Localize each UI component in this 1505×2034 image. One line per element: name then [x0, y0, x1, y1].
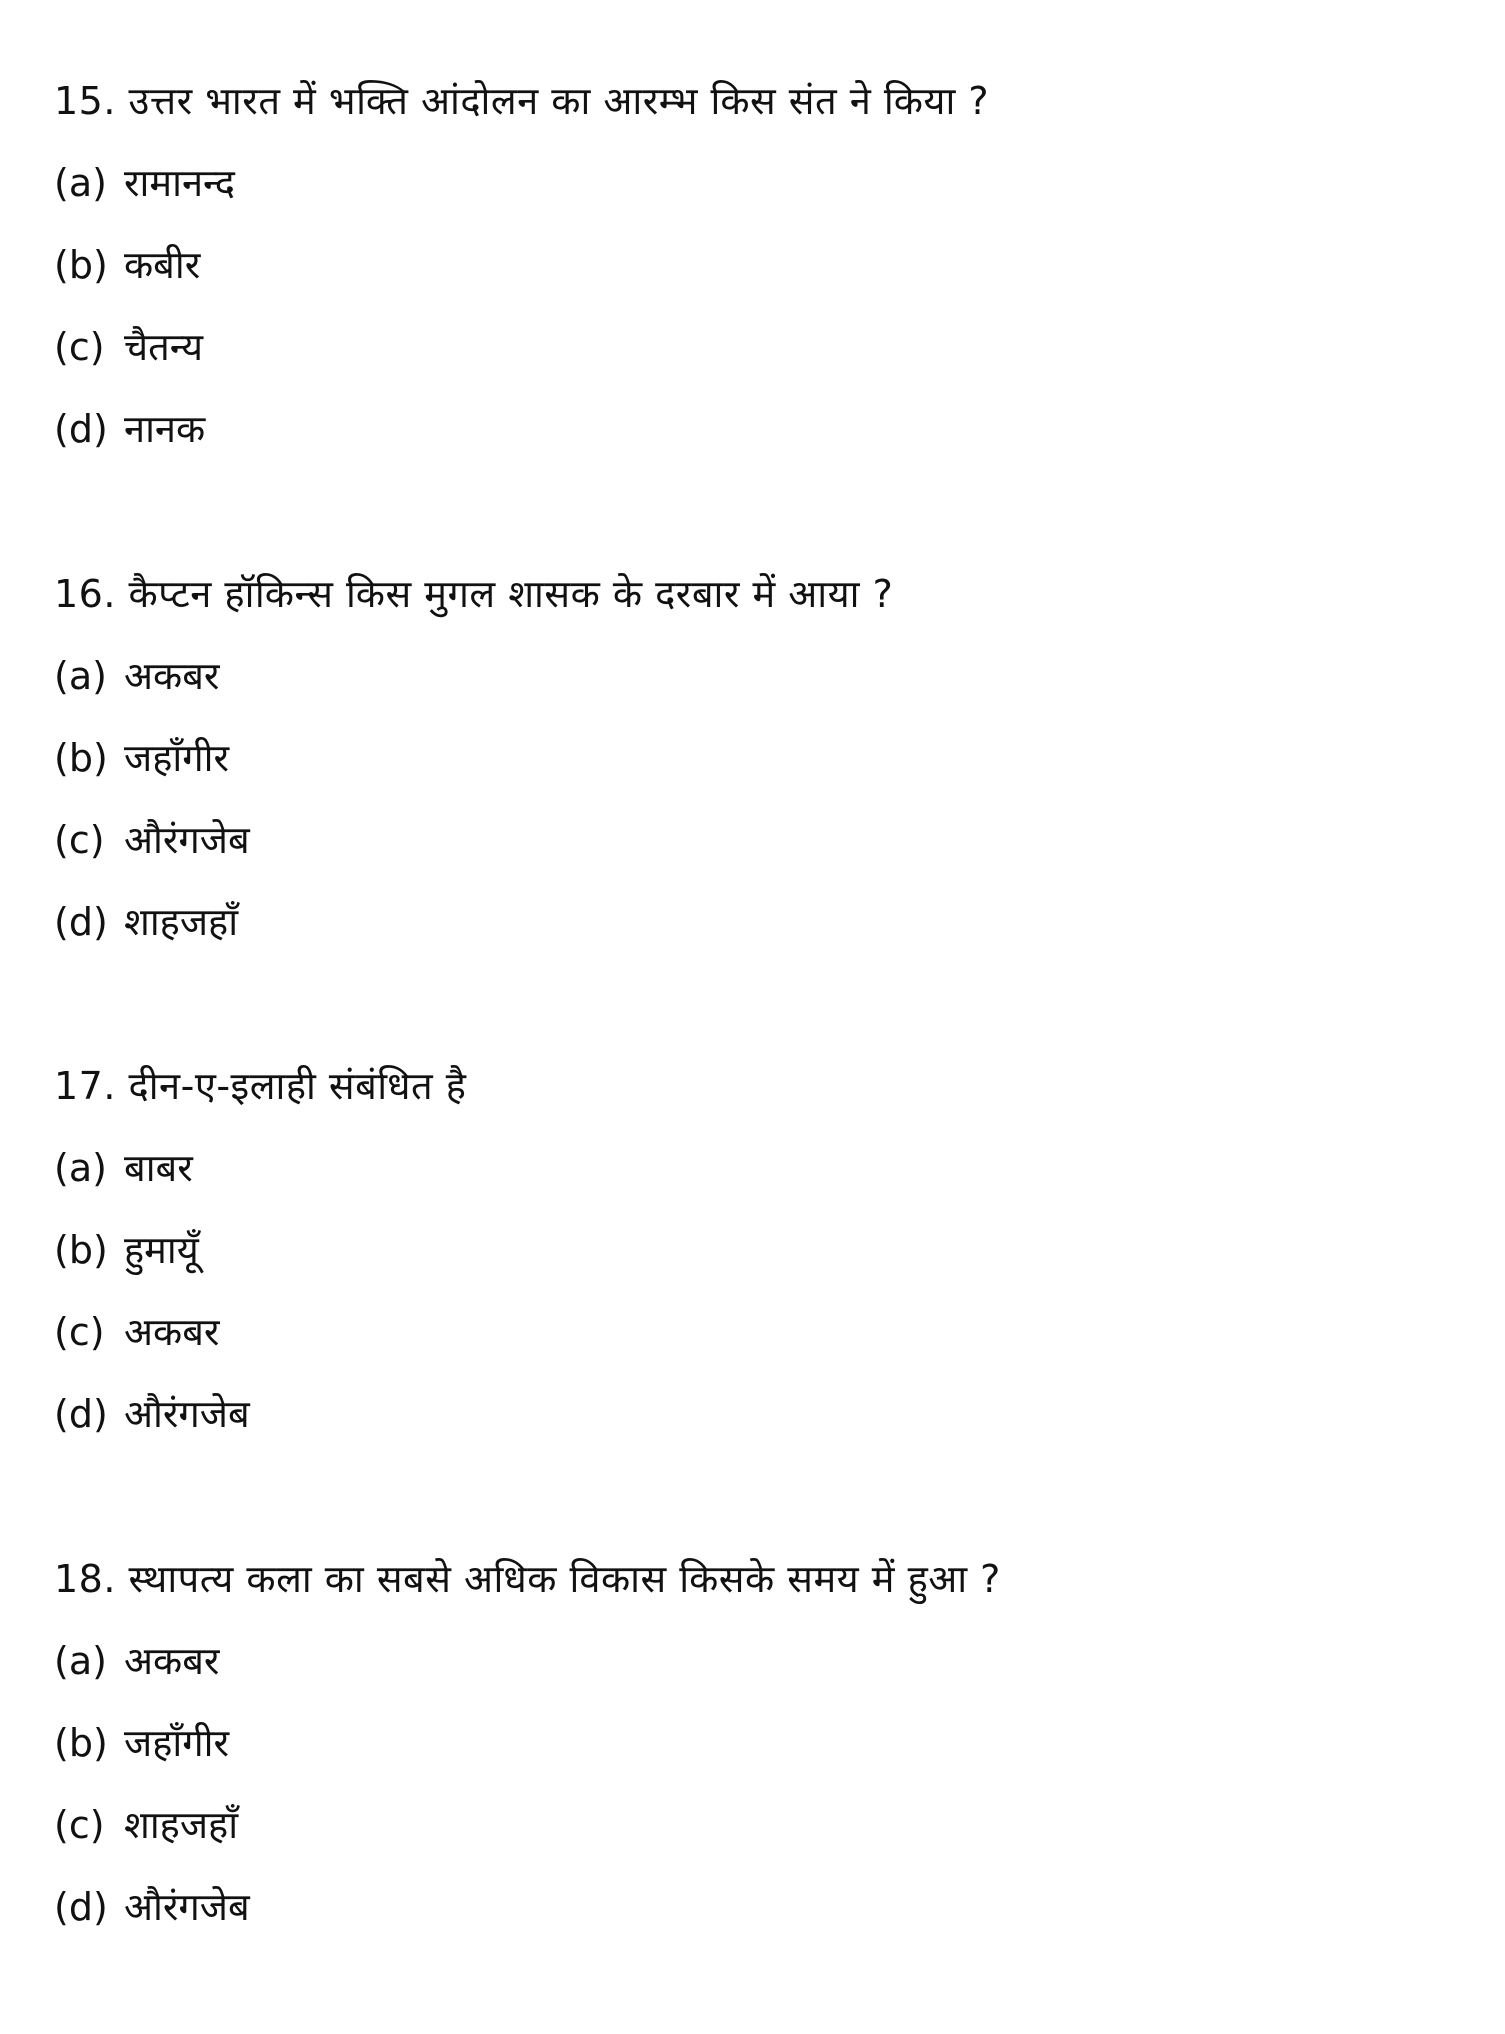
option-marker: (d): [54, 900, 108, 944]
option-text: कबीर: [124, 243, 201, 287]
question-15: [54, 60, 1454, 470]
option-text: जहाँगीर: [124, 736, 229, 780]
question-text: 15. उत्तर भारत में भक्ति आंदोलन का आरम्भ किस संत ने किया ?: [54, 79, 990, 123]
option-text: शाहजहाँ: [124, 900, 239, 944]
option-a: [54, 1620, 1454, 1702]
option-text: नानक: [124, 407, 206, 451]
option-d: [54, 1866, 1454, 1948]
option-marker: (b): [54, 1228, 108, 1272]
option-a: [54, 635, 1454, 717]
option-text: बाबर: [124, 1146, 193, 1190]
option-marker: (a): [54, 1146, 107, 1190]
option-d: [54, 1373, 1454, 1455]
option-marker: (a): [54, 161, 107, 205]
option-text: औरंगजेब: [124, 1885, 250, 1929]
option-text: औरंगजेब: [124, 818, 250, 862]
option-text: अकबर: [124, 1639, 220, 1683]
option-marker: (a): [54, 654, 107, 698]
option-b: [54, 717, 1454, 799]
option-c: [54, 306, 1454, 388]
option-marker: (c): [54, 818, 105, 862]
option-marker: (a): [54, 1639, 107, 1683]
option-a: [54, 142, 1454, 224]
option-c: [54, 1784, 1454, 1866]
option-marker: (b): [54, 243, 108, 287]
option-d: [54, 388, 1454, 470]
option-marker: (b): [54, 736, 108, 780]
question-text: 16. कैप्टन हॉकिन्स किस मुगल शासक के दरबार में आया ?: [54, 572, 894, 616]
option-marker: (d): [54, 407, 108, 451]
option-marker: (b): [54, 1721, 108, 1765]
option-text: हुमायूँ: [124, 1228, 199, 1272]
option-b: [54, 224, 1454, 306]
option-text: चैतन्य: [124, 325, 204, 369]
option-marker: (c): [54, 325, 105, 369]
option-marker: (d): [54, 1885, 108, 1929]
option-c: [54, 799, 1454, 881]
question-16: [54, 553, 1454, 963]
question-text: 18. स्थापत्य कला का सबसे अधिक विकास किसके समय में हुआ ?: [54, 1557, 1001, 1601]
option-text: अकबर: [124, 654, 220, 698]
option-b: [54, 1702, 1454, 1784]
option-marker: (c): [54, 1803, 105, 1847]
option-text: अकबर: [124, 1310, 220, 1354]
option-marker: (d): [54, 1392, 108, 1436]
option-c: [54, 1291, 1454, 1373]
option-d: [54, 881, 1454, 963]
option-text: जहाँगीर: [124, 1721, 229, 1765]
option-a: [54, 1127, 1454, 1209]
question-text: 17. दीन-ए-इलाही संबंधित है: [54, 1064, 467, 1108]
question-17: [54, 1045, 1454, 1455]
option-text: शाहजहाँ: [124, 1803, 239, 1847]
question-18: [54, 1538, 1454, 1948]
option-text: रामानन्द: [124, 161, 235, 205]
option-b: [54, 1209, 1454, 1291]
option-text: औरंगजेब: [124, 1392, 250, 1436]
option-marker: (c): [54, 1310, 105, 1354]
